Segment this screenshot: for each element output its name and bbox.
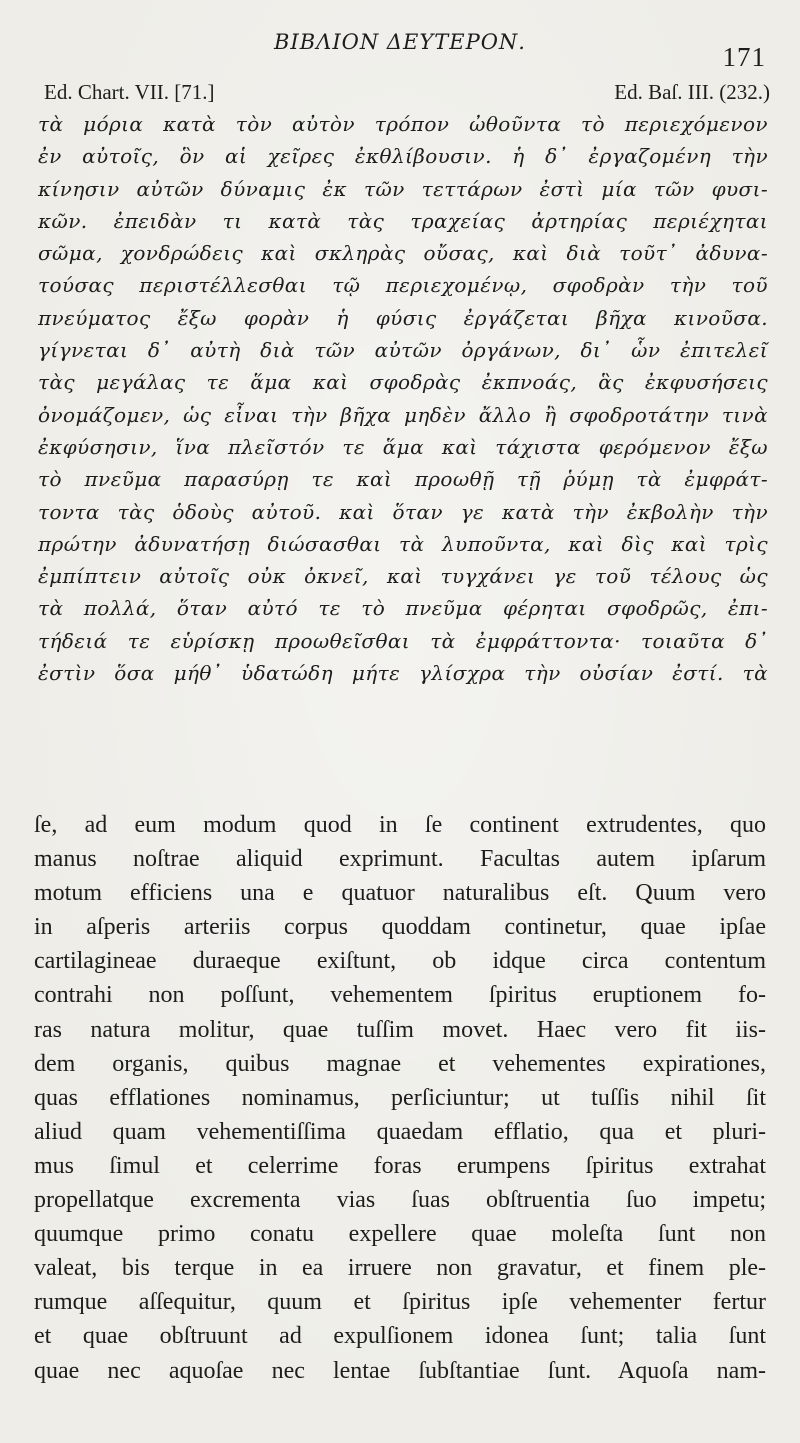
latin-text-block [34, 808, 766, 1388]
latin-text-line: quas efflationes nominamus, perſiciuntur; ut tuſſis nihil ſit [34, 1084, 766, 1111]
latin-text-line: ſe, ad eum modum quod in ſe continent extrudentes, quo [34, 812, 766, 838]
latin-text-line: dem organis, quibus magnae et vehementes expirationes, [34, 1050, 766, 1077]
latin-text-line: contrahi non poſſunt, vehementem ſpiritus eruptionem fo- [34, 982, 766, 1009]
greek-text-line: τούσας περιστέλλεσθαι τῷ περιεχομένῳ, σφοδρὰν τὴν τοῦ [38, 273, 768, 298]
latin-text-line: rumque aſſequitur, quum et ſpiritus ipſe vehementer fertur [34, 1289, 766, 1316]
running-title: ΒΙΒΛΙΟΝ ΔΕΥΤΕΡΟΝ. [274, 30, 526, 54]
greek-text-line: τὰ μόρια κατὰ τὸν αὐτὸν τρόπον ὠθοῦντα τὸ περιεχόμενον [38, 112, 768, 136]
greek-text-line: τὸ πνεῦμα παρασύρῃ τε καὶ προωθῇ τῇ ῥύμῃ τὰ ἐμφράτ- [38, 467, 768, 492]
latin-text-line: quumque primo conatu expellere quae moleſta ſunt non [34, 1221, 766, 1248]
greek-text-line: ἐστὶν ὅσα μήθ᾽ ὑδατώδη μήτε γλίσχρα τὴν οὐσίαν ἐστί. τὰ [38, 661, 768, 686]
greek-text-line: ἐν αὐτοῖς, ὃν αἱ χεῖρες ἐκθλίβουσιν. ἡ δ᾽ ἐργαζομένη τὴν [38, 144, 768, 169]
greek-text-line: ὀνομάζομεν, ὡς εἶναι τὴν βῆχα μηδὲν ἄλλο ἢ σφοδροτάτην τινὰ [38, 402, 768, 427]
greek-text-line: πνεύματος ἔξω φορὰν ἡ φύσις ἐργάζεται βῆχα κινοῦσα. [38, 305, 768, 330]
greek-text-line: τὰς μεγάλας τε ἅμα καὶ σφοδρὰς ἐκπνοάς, ἃς ἐκφυσήσεις [38, 370, 768, 395]
greek-text-line: κίνησιν αὐτῶν δύναμις ἐκ τῶν τεττάρων ἐστὶ μία τῶν φυσι- [38, 176, 768, 201]
latin-text-line: manus noſtrae aliquid exprimunt. Facultas autem ipſarum [34, 846, 766, 873]
greek-text-line: τοντα τὰς ὁδοὺς αὐτοῦ. καὶ ὅταν γε κατὰ τὴν ἐκβολὴν τὴν [38, 499, 768, 524]
latin-text-line: aliud quam vehementiſſima quaedam efflatio, qua et pluri- [34, 1118, 766, 1145]
latin-text-line: propellatque excrementa vias ſuas obſtruentia ſuo impetu; [34, 1187, 766, 1214]
latin-text-line: ras natura molitur, quae tuſſim movet. Haec vero fit iis- [34, 1016, 766, 1043]
latin-text-line: motum efficiens una e quatuor naturalibus eſt. Quum vero [34, 880, 766, 907]
page-number: 171 [722, 42, 766, 72]
greek-text-line: κῶν. ἐπειδὰν τι κατὰ τὰς τραχείας ἀρτηρίας περιέχηται [38, 208, 768, 233]
latin-text-line: cartilagineae duraeque exiſtunt, ob idque circa contentum [34, 948, 766, 975]
greek-text-line: ἐμπίπτειν αὐτοῖς οὐκ ὀκνεῖ, καὶ τυγχάνει γε τοῦ τέλους ὡς [38, 564, 768, 589]
greek-text-line: τήδειά τε εὑρίσκῃ προωθεῖσθαι τὰ ἐμφράττοντα· τοιαῦτα δ᾽ [38, 628, 768, 653]
edition-reference-left: Ed. Chart. VII. [71.] [44, 80, 215, 104]
greek-text-block [38, 108, 768, 689]
greek-text-line: τὰ πολλά, ὅταν αὐτό τε τὸ πνεῦμα φέρηται σφοδρῶς, ἐπι- [38, 596, 768, 621]
edition-reference-right: Ed. Baſ. III. (232.) [614, 80, 770, 104]
greek-text-line: ἐκφύσησιν, ἵνα πλεῖστόν τε ἅμα καὶ τάχιστα φερόμενον ἔξω [38, 434, 768, 459]
latin-text-line: mus ſimul et celerrime foras erumpens ſpiritus extrahat [34, 1152, 766, 1179]
latin-text-line: quae nec aquoſae nec lentae ſubſtantiae ſunt. Aquoſa nam- [34, 1357, 766, 1384]
greek-text-line: γίγνεται δ᾽ αὐτὴ διὰ τῶν αὐτῶν ὀργάνων, δι᾽ ὧν ἐπιτελεῖ [38, 338, 768, 363]
greek-text-line: σῶμα, χονδρώδεις καὶ σκληρὰς οὔσας, καὶ διὰ τοῦτ᾽ ἀδυνα- [38, 241, 768, 266]
latin-text-line: et quae obſtruunt ad expulſionem idonea ſunt; talia ſunt [34, 1323, 766, 1350]
latin-text-line: valeat, bis terque in ea irruere non gravatur, et finem ple- [34, 1255, 766, 1282]
greek-text-line: πρώτην ἀδυνατήσῃ διώσασθαι τὰ λυποῦντα, καὶ δὶς καὶ τρὶς [38, 531, 768, 556]
latin-text-line: in aſperis arteriis corpus quoddam continetur, quae ipſae [34, 914, 766, 941]
